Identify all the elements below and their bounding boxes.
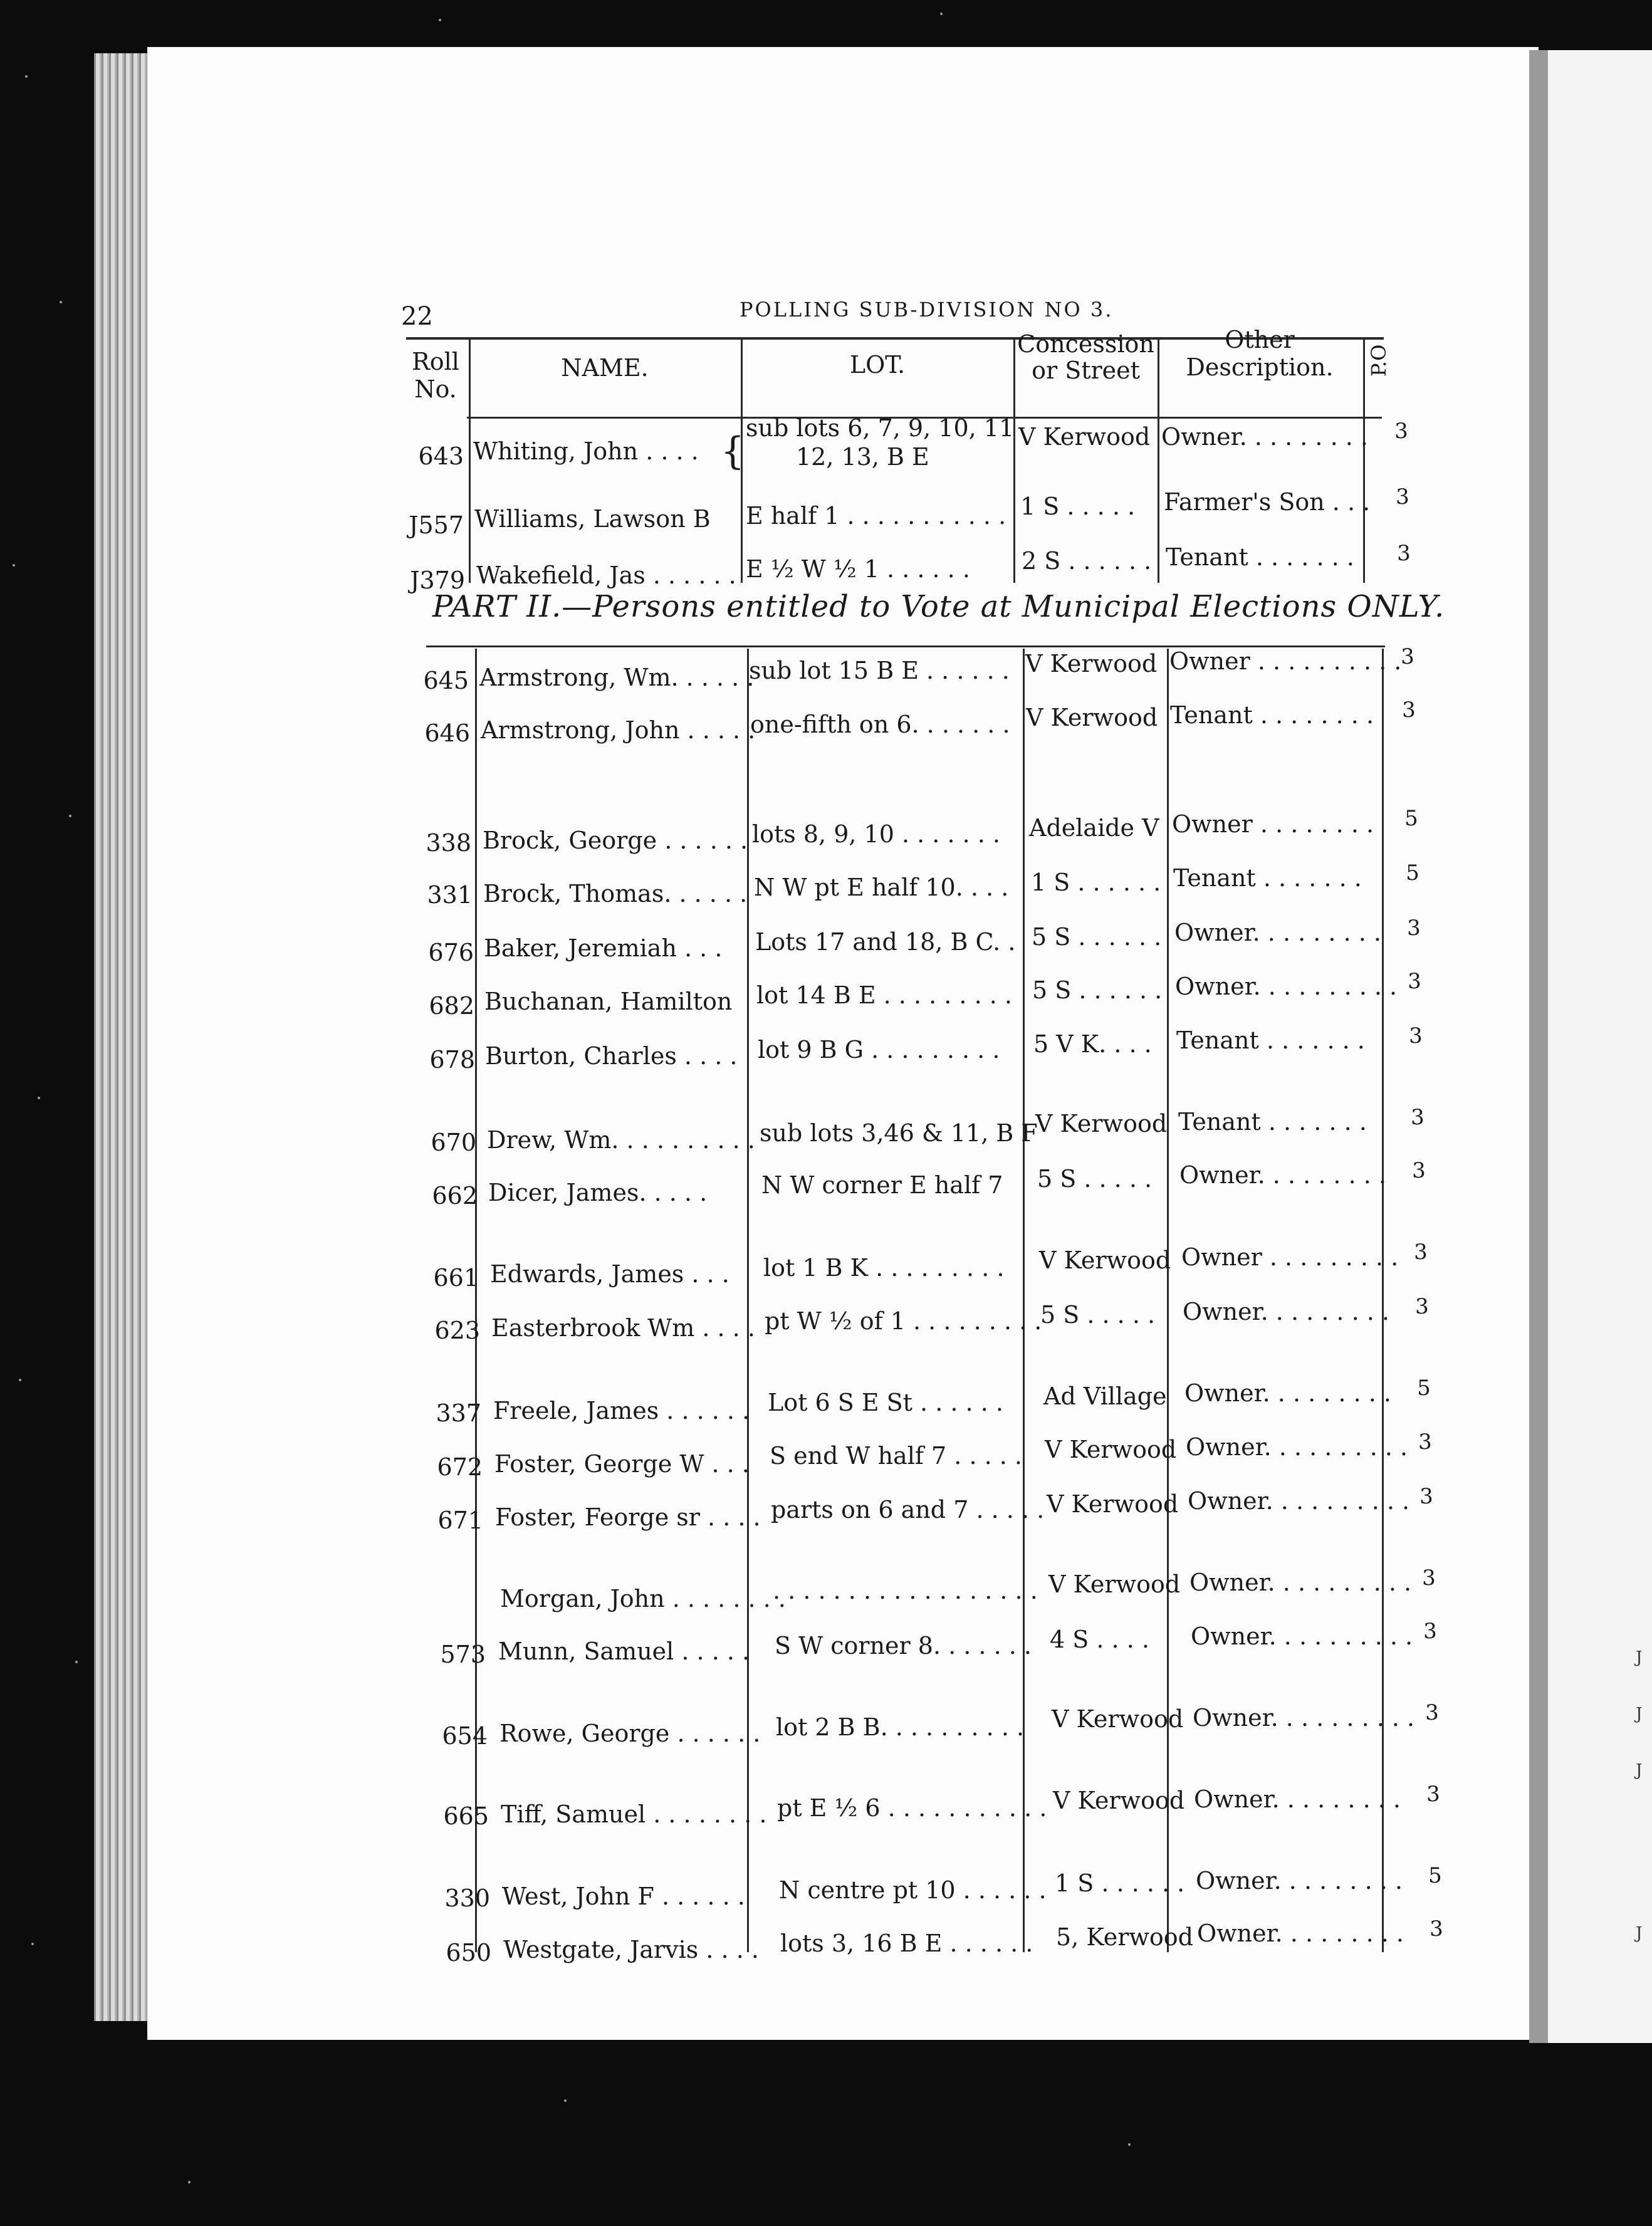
po-number: 5 <box>1428 1863 1442 1888</box>
concession: V Kerwood <box>1035 1110 1168 1137</box>
other-description: Owner. . . . . . . . . <box>1197 1920 1404 1947</box>
margin-mark: J <box>1636 1924 1643 1943</box>
voter-name: Burton, Charles . . . . <box>485 1042 738 1070</box>
concession: 4 S . . . . <box>1050 1626 1149 1653</box>
concession: 5 S . . . . . <box>1037 1165 1153 1193</box>
concession: V Kerwood <box>1053 1787 1185 1814</box>
part-two-heading: PART II.—Persons entitled to Vote at Municipal Elections ONLY. <box>432 589 1445 624</box>
voter-name: Foster, George W . . . <box>494 1450 750 1478</box>
roll-number: 676 <box>428 939 474 966</box>
other-description: Owner. . . . . . . . . . <box>1188 1487 1410 1515</box>
other-description: Owner. . . . . . . . . . <box>1189 1569 1412 1596</box>
voter-name: Dicer, James. . . . . <box>488 1179 708 1206</box>
column-header-name: NAME. <box>561 354 649 382</box>
voter-name: Armstrong, Wm. . . . . . <box>479 664 755 691</box>
po-number: 3 <box>1418 1429 1432 1455</box>
other-description: Owner. . . . . . . . . . <box>1175 973 1398 1000</box>
lot-description: S end W half 7 . . . . . <box>770 1442 1023 1470</box>
concession: 5 S . . . . . . <box>1032 923 1162 951</box>
voter-name: Williams, Lawson B <box>474 505 711 533</box>
roll-number: 665 <box>443 1802 489 1830</box>
roll-number: 331 <box>427 881 473 909</box>
po-number: 3 <box>1409 1023 1423 1048</box>
lot-description: E ½ W ½ 1 . . . . . . <box>746 555 970 583</box>
roll-number: 645 <box>423 667 469 694</box>
voter-name: West, John F . . . . . . <box>502 1883 745 1910</box>
column-rule <box>1167 649 1169 1952</box>
concession: V Kerwood <box>1047 1490 1179 1518</box>
roll-number: 330 <box>444 1884 490 1912</box>
other-description: Owner. . . . . . . . . <box>1179 1161 1386 1189</box>
po-number: 3 <box>1402 698 1416 723</box>
column-rule <box>1023 649 1025 1952</box>
concession: Adelaide V <box>1029 814 1159 842</box>
voter-name: Morgan, John . . . . . . . . <box>500 1585 786 1612</box>
po-number: 3 <box>1401 644 1414 669</box>
page-header-title: POLLING SUB-DIVISION NO 3. <box>740 298 1114 321</box>
po-number: 3 <box>1396 484 1409 509</box>
lot-description: E half 1 . . . . . . . . . . . <box>746 502 1006 530</box>
other-description: Owner . . . . . . . . <box>1172 810 1374 838</box>
lot-description: . . . . . . . . . . . . . . . . . . <box>773 1577 1038 1604</box>
po-number: 3 <box>1426 1782 1440 1807</box>
column-header-other: Other Description. <box>1186 326 1334 381</box>
column-header-po: P.O <box>1367 344 1391 377</box>
book-gutter <box>1529 50 1548 2043</box>
concession: 5 S . . . . . . <box>1032 976 1163 1004</box>
lot-description: N W pt E half 10. . . . <box>754 874 1009 901</box>
roll-number: 672 <box>437 1453 483 1481</box>
brace-icon: { <box>721 429 745 473</box>
concession: V Kerwood <box>1026 704 1158 731</box>
concession: 1 S . . . . . . <box>1055 1869 1185 1897</box>
lot-description: pt E ½ 6 . . . . . . . . . . . <box>777 1794 1047 1822</box>
po-number: 3 <box>1422 1565 1436 1591</box>
other-description: Owner. . . . . . . . . <box>1194 1785 1401 1813</box>
margin-mark: J <box>1636 1648 1643 1667</box>
other-description: Tenant . . . . . . . . <box>1170 701 1374 729</box>
lot-description: Lots 17 and 18, B C. . <box>755 928 1016 956</box>
roll-number: 573 <box>440 1641 486 1668</box>
voter-name: Brock, Thomas. . . . . . <box>483 880 748 907</box>
po-number: 3 <box>1425 1700 1439 1725</box>
concession: V Kerwood <box>1052 1705 1184 1733</box>
po-number: 3 <box>1419 1484 1433 1509</box>
voter-name: Brock, George . . . . . . <box>483 827 748 854</box>
concession: 5 V K. . . . <box>1033 1030 1152 1058</box>
po-number: 3 <box>1415 1294 1429 1319</box>
roll-number: 646 <box>424 719 470 747</box>
po-number: 3 <box>1394 419 1408 444</box>
lot-description: one-fifth on 6. . . . . . . <box>750 711 1010 738</box>
column-header-lot: LOT. <box>849 351 906 379</box>
po-number: 5 <box>1417 1376 1431 1401</box>
column-header-concession: Concession or Street <box>1017 330 1154 384</box>
other-description: Owner. . . . . . . . . <box>1183 1298 1389 1325</box>
lot-description: N W corner E half 7 <box>761 1171 1003 1199</box>
column-rule <box>475 649 477 1952</box>
roll-number: 671 <box>437 1507 483 1534</box>
lot-description: lot 2 B B. . . . . . . . . . <box>776 1713 1025 1741</box>
concession: 1 S . . . . . . <box>1031 869 1161 896</box>
po-number: 3 <box>1414 1240 1428 1265</box>
other-description: Tenant . . . . . . . <box>1173 864 1362 892</box>
column-rule <box>469 338 471 583</box>
other-description: Owner. . . . . . . . . <box>1184 1379 1391 1407</box>
lot-description: N centre pt 10 . . . . . . <box>779 1876 1047 1904</box>
lot-description: sub lots 6, 7, 9, 10, 11 <box>746 414 1015 442</box>
lot-description: lots 8, 9, 10 . . . . . . . <box>752 820 1001 848</box>
other-description: Tenant . . . . . . . <box>1178 1108 1367 1136</box>
other-description: Owner . . . . . . . . . . <box>1169 647 1402 675</box>
concession: Ad Village <box>1043 1382 1167 1410</box>
other-description: Tenant . . . . . . . <box>1166 543 1354 571</box>
facing-page-edge <box>1548 50 1652 2043</box>
lot-description: parts on 6 and 7 . . . . . <box>771 1496 1045 1523</box>
column-header-roll: Roll No. <box>412 348 459 403</box>
concession: V Kerwood <box>1018 423 1151 451</box>
page-number: 22 <box>401 302 433 331</box>
lot-description: lot 9 B G . . . . . . . . . <box>758 1036 1000 1063</box>
roll-number: 670 <box>431 1129 476 1156</box>
other-description: Owner. . . . . . . . . . <box>1193 1704 1415 1732</box>
other-description: Owner. . . . . . . . . . <box>1186 1433 1408 1461</box>
lot-description: sub lots 3,46 & 11, B F <box>760 1119 1038 1147</box>
other-description: Farmer's Son . . . <box>1164 488 1371 516</box>
voter-name: Freele, James . . . . . . <box>493 1397 750 1424</box>
roll-number: 338 <box>426 829 471 857</box>
concession: 2 S . . . . . . <box>1022 547 1152 575</box>
lot-description-continued: 12, 13, B E <box>796 443 929 471</box>
po-number: 3 <box>1397 541 1411 566</box>
lot-description: sub lot 15 B E . . . . . . <box>749 657 1010 684</box>
roll-number: 682 <box>429 992 474 1020</box>
roll-number: 643 <box>418 442 464 470</box>
voter-name: Edwards, James . . . <box>490 1260 729 1288</box>
lot-description: pt W ½ of 1 . . . . . . . . . <box>765 1307 1042 1335</box>
po-number: 3 <box>1412 1158 1426 1183</box>
margin-mark: J <box>1636 1705 1643 1723</box>
lot-description: lot 14 B E . . . . . . . . . <box>756 981 1012 1009</box>
other-description: Owner. . . . . . . . . . <box>1191 1622 1413 1650</box>
po-number: 3 <box>1408 969 1421 994</box>
column-rule <box>1013 338 1015 583</box>
voter-name: Wakefield, Jas . . . . . . <box>476 562 736 589</box>
voter-name: Whiting, John . . . . <box>473 437 699 465</box>
roll-number: 337 <box>436 1399 481 1427</box>
voter-name: Drew, Wm. . . . . . . . . . <box>487 1126 755 1154</box>
roll-number: J557 <box>409 511 464 539</box>
voter-name: Munn, Samuel . . . . . <box>498 1638 750 1665</box>
concession: V Kerwood <box>1048 1570 1181 1598</box>
voter-name: Tiff, Samuel . . . . . . . . <box>501 1800 767 1828</box>
roll-number: 654 <box>442 1722 488 1750</box>
roll-number: J379 <box>410 567 465 594</box>
lot-description: Lot 6 S E St . . . . . . <box>768 1389 1003 1416</box>
voter-name: Rowe, George . . . . . . <box>499 1720 761 1747</box>
voter-name: Baker, Jeremiah . . . <box>484 934 723 962</box>
po-number: 3 <box>1411 1105 1425 1130</box>
roll-number: 623 <box>434 1317 480 1344</box>
roll-number: 678 <box>429 1046 475 1074</box>
lot-description: S W corner 8. . . . . . . <box>775 1632 1032 1659</box>
concession: 5, Kerwood <box>1056 1923 1193 1951</box>
concession: V Kerwood <box>1045 1436 1177 1463</box>
concession: 5 S . . . . . <box>1040 1301 1156 1329</box>
concession: V Kerwood <box>1039 1246 1171 1274</box>
voter-name: Westgate, Jarvis . . . . <box>503 1936 759 1963</box>
po-number: 3 <box>1423 1619 1437 1644</box>
po-number: 3 <box>1407 916 1421 941</box>
voter-name: Easterbrook Wm . . . . <box>491 1314 755 1342</box>
other-description: Tenant . . . . . . . <box>1176 1027 1365 1054</box>
po-number: 5 <box>1404 806 1418 831</box>
po-number: 5 <box>1406 860 1419 886</box>
roll-number: 650 <box>446 1939 491 1967</box>
other-description: Owner. . . . . . . . . <box>1196 1867 1403 1894</box>
column-rule <box>1363 338 1365 583</box>
other-description: Owner . . . . . . . . . <box>1181 1243 1399 1271</box>
other-description: Owner. . . . . . . . . <box>1174 919 1381 946</box>
lot-description: lot 1 B K . . . . . . . . . <box>763 1254 1005 1282</box>
concession: V Kerwood <box>1025 650 1158 677</box>
column-rule <box>1158 338 1159 583</box>
voter-name: Buchanan, Hamilton <box>484 988 733 1015</box>
lot-description: lots 3, 16 B E . . . . . . <box>780 1930 1033 1957</box>
roll-number: 662 <box>432 1182 478 1210</box>
concession: 1 S . . . . . <box>1020 493 1136 520</box>
other-description: Owner. . . . . . . . . <box>1161 423 1368 451</box>
roll-number: 661 <box>433 1264 479 1292</box>
voter-name: Foster, Feorge sr . . . . <box>495 1503 761 1531</box>
margin-mark: J <box>1636 1761 1643 1780</box>
po-number: 3 <box>1430 1916 1443 1941</box>
voter-name: Armstrong, John . . . . . <box>481 716 756 744</box>
